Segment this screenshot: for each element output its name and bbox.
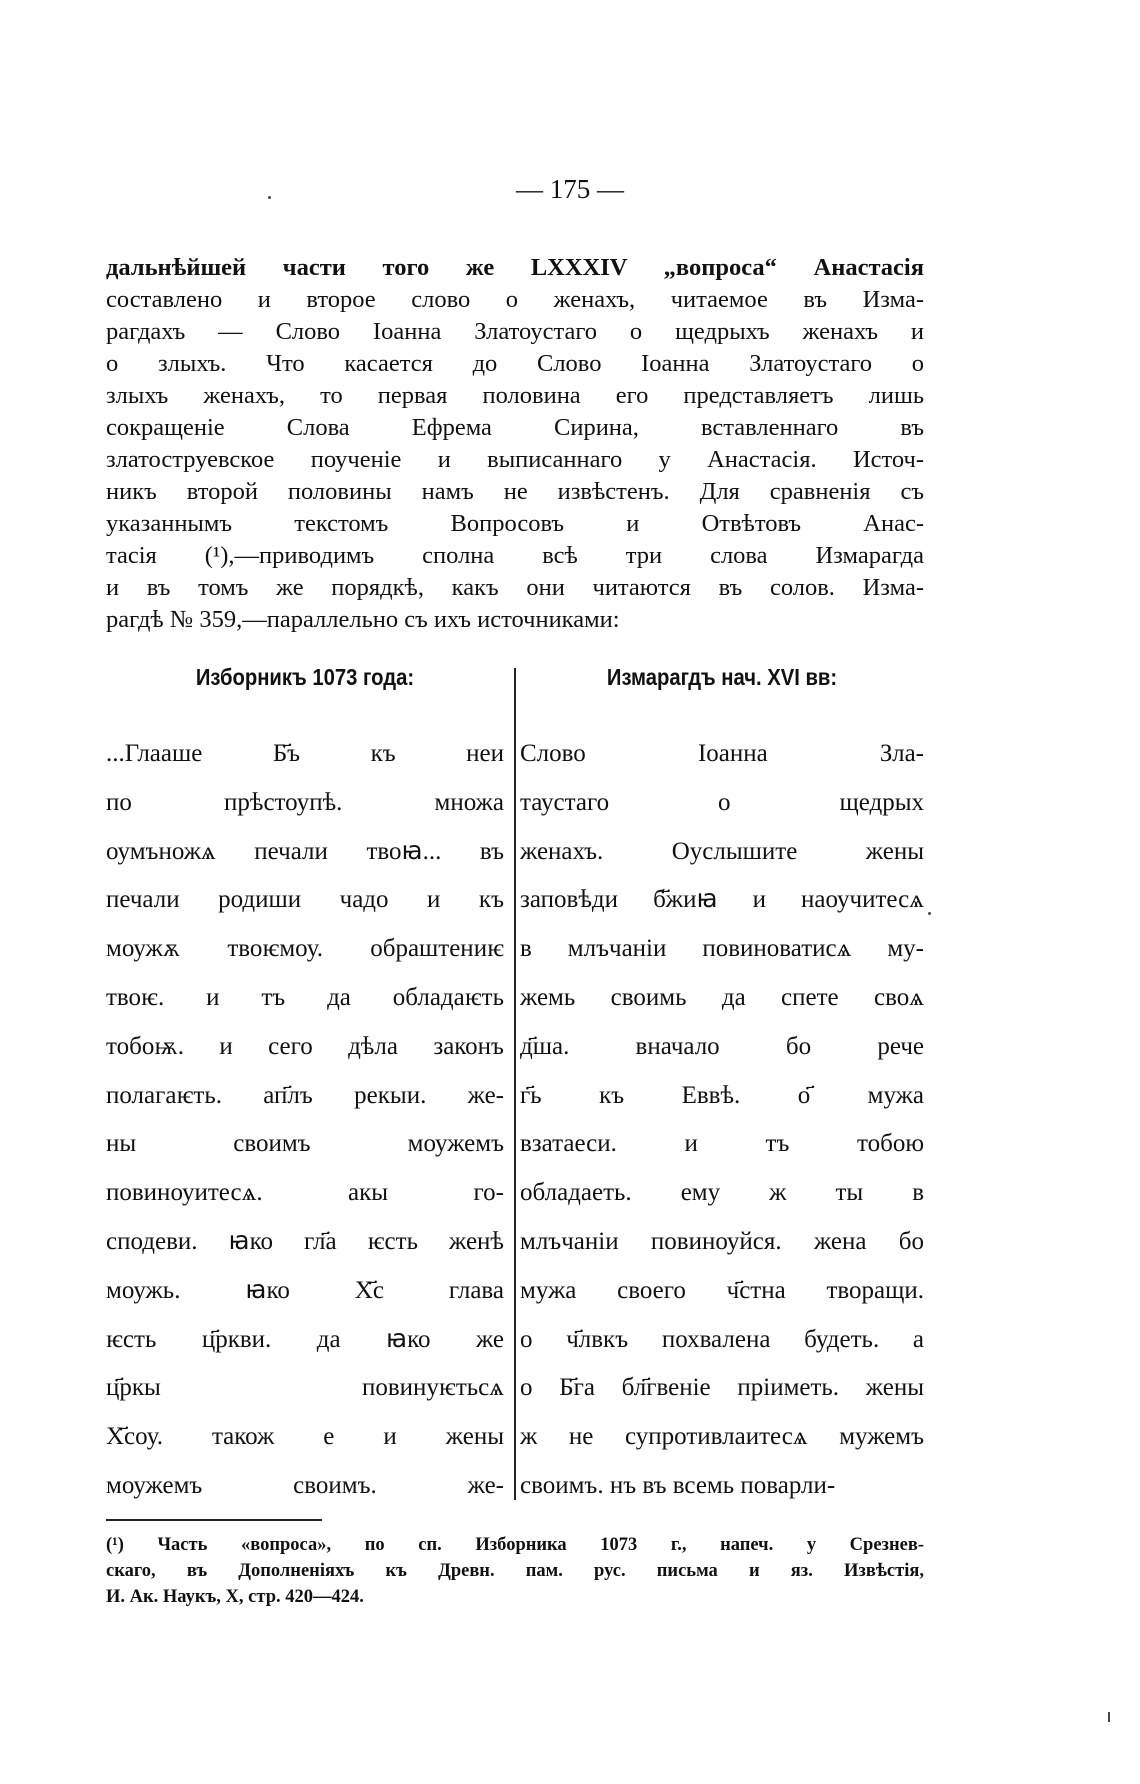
text-line: указаннымъ текстомъ Вопросовъ и Отвѣтовъ Анас- [106, 510, 924, 537]
column-line: женахъ. Оуслышите жены [520, 837, 924, 865]
column-line: по прѣстоупѣ. множа [106, 788, 504, 816]
column-line: о ч҃лвкъ похвалена будеть. а [520, 1325, 924, 1353]
column-line: млъчаніи повиноуйся. жена бо [520, 1227, 924, 1255]
column-line: оумъножѧ печали твоꙗ... въ [106, 837, 504, 865]
column-line: тобоѭ. и сего дѣла законъ [106, 1032, 504, 1060]
column-line: своимъ. нъ въ всемь поварли- [520, 1471, 836, 1499]
column-line: таустаго о щедрых [520, 788, 924, 816]
main-paragraph [106, 252, 924, 636]
column-line: г҃ь къ Еввѣ. о҃ мужа [520, 1081, 924, 1109]
column-line: ...Глааше Б҃ъ къ неи [106, 740, 504, 767]
column-line: д҃ша. вначало бо рече [520, 1032, 924, 1060]
footnote [106, 1532, 924, 1610]
right-column [520, 660, 924, 1511]
text-line: златоструевское поученіе и выписаннаго у Анастасія. Источ- [106, 446, 924, 473]
column-line: ц҃ркы повинуѥтьсѧ [106, 1374, 504, 1402]
column-line: сподеви. ꙗко гл҃а ѥсть женѣ [106, 1227, 504, 1255]
column-line: обладаеть. ему ж ты в [520, 1179, 924, 1207]
text-line: о злыхъ. Что касается до Слово Іоанна Златоустаго о [106, 350, 924, 377]
column-line: полагаѥть. ап҃лъ рекыи. же- [106, 1081, 504, 1109]
left-column [106, 660, 504, 1511]
column-line: в млъчаніи повиноватисѧ му- [520, 935, 924, 963]
column-line: ѥсть ц҃ркви. да ꙗко же [106, 1325, 504, 1353]
text-line: составлено и второе слово о женахъ, читаемое въ Изма- [106, 286, 924, 313]
column-line: печали родиши чадо и къ [106, 886, 504, 914]
scan-speck [1108, 1712, 1110, 1722]
column-line: жемь своимь да спете своѧ [520, 983, 924, 1011]
column-line: моужѫ твоѥмоу. обраштениѥ [106, 935, 504, 963]
column-divider [514, 668, 516, 1500]
column-line: ны своимъ моужемъ [106, 1130, 504, 1158]
column-line: твоѥ. и тъ да обладаѥть [106, 983, 504, 1011]
column-line: о Б҃га бл҃гвеніе пріиметь. жены [520, 1374, 924, 1402]
text-line: рагдѣ № 359,—параллельно съ ихъ источниками: [106, 606, 620, 633]
scan-speck [928, 912, 931, 915]
column-line: взатаеси. и тъ тобою [520, 1130, 924, 1158]
footnote-line: скаго, въ Дополненіяхъ къ Древн. пам. рус. письма и яз. Извѣстія, [106, 1561, 924, 1581]
text-line: рагдахъ — Слово Іоанна Златоустаго о щедрыхъ женахъ и [106, 318, 924, 345]
column-line: мужа своего ч҃стна творащи. [520, 1276, 924, 1304]
left-column-heading: Изборникъ 1073 года: [195, 664, 415, 690]
right-column-heading: Измарагдъ нач. XVI вв: [606, 664, 838, 690]
footnote-line: И. Ак. Наукъ, X, стр. 420—424. [106, 1587, 364, 1607]
text-line: тасія (¹),—приводимъ сполна всѣ три слова Измарагда [106, 542, 924, 569]
footnote-line: (¹) Часть «вопроса», по сп. Изборника 1073 г., напеч. у Срезнев- [106, 1535, 924, 1555]
column-line: Слово Іоанна Зла- [520, 740, 924, 767]
text-line: дальнѣйшей части того же LXXXIV „вопроса“ Анастасія [106, 254, 924, 281]
text-line: сокращеніе Слова Ефрема Сирина, вставленнаго въ [106, 414, 924, 441]
column-line: ж не супротивлаитесѧ мужемъ [520, 1423, 924, 1451]
footnote-rule [106, 1519, 322, 1521]
text-line: и въ томъ же порядкѣ, какъ они читаются въ солов. Изма- [106, 574, 924, 601]
text-line: злыхъ женахъ, то первая половина его представляетъ лишь [106, 382, 924, 409]
column-line: Х҃соу. також е и жены [106, 1423, 504, 1451]
column-line: заповѣди б҃жиꙗ и наоучитесѧ [520, 886, 924, 914]
column-line: моужемъ своимъ. же- [106, 1471, 504, 1499]
text-line: никъ второй половины намъ не извѣстенъ. Для сравненія съ [106, 478, 924, 505]
column-line: повиноуитесѧ. акы го- [106, 1179, 504, 1207]
column-line: моужь. ꙗко Х҃с глава [106, 1276, 504, 1304]
scan-speck [268, 196, 271, 199]
page-number: — 175 — [516, 174, 624, 204]
